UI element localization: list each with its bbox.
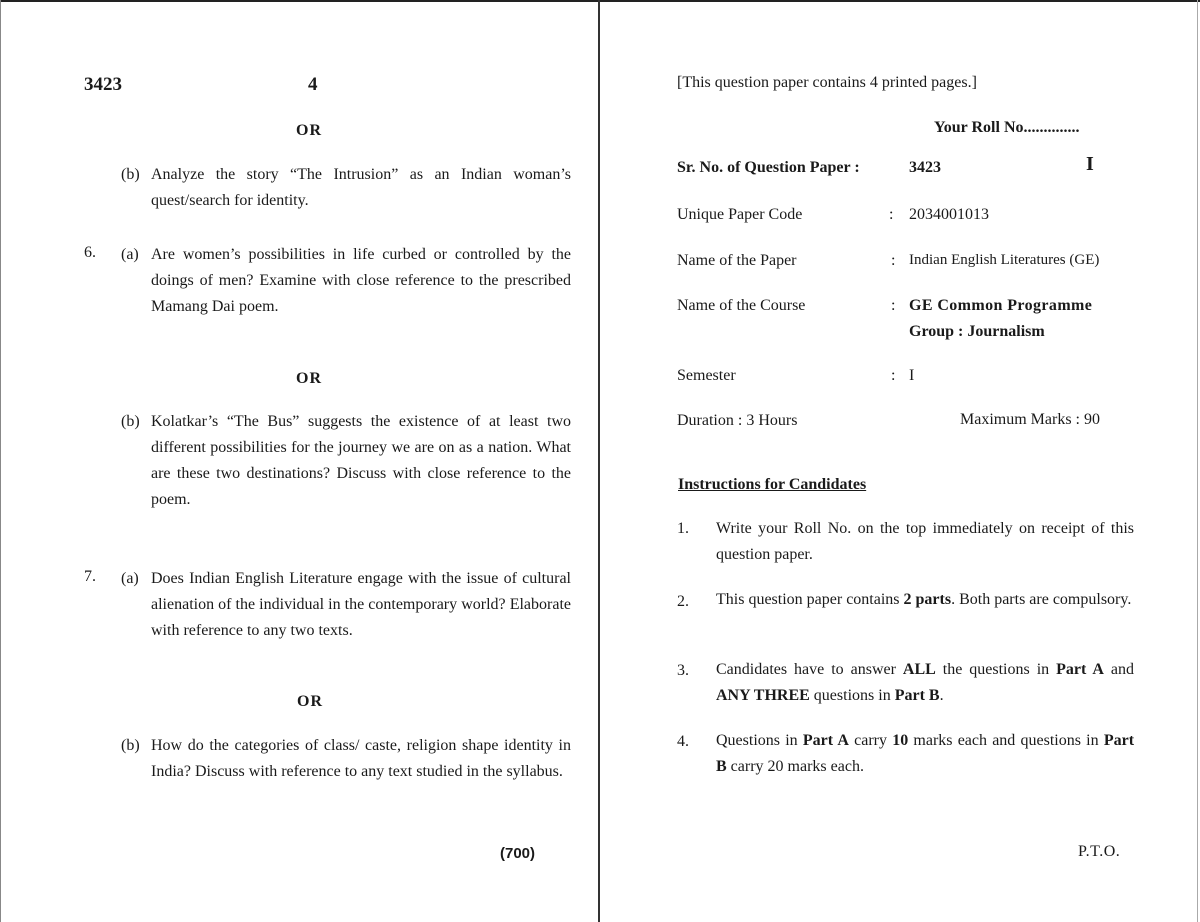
question-label: (b) — [121, 413, 140, 430]
maximum-marks: Maximum Marks : 90 — [960, 411, 1100, 428]
question-label: (b) — [121, 737, 140, 754]
course-name-label: Name of the Course — [677, 297, 806, 314]
unique-paper-code-value: 2034001013 — [909, 206, 989, 223]
instruction-number: 2. — [677, 593, 689, 610]
instruction-emphasis: Part A — [1056, 661, 1104, 678]
instruction-3 — [716, 657, 1134, 709]
instruction-emphasis: Part B — [716, 732, 1135, 775]
question-6a — [121, 242, 571, 320]
semester-label: Semester — [677, 367, 736, 384]
instruction-emphasis: ALL — [902, 661, 936, 678]
instruction-emphasis: 10 — [892, 732, 909, 749]
please-turn-over: P.T.O. — [1078, 843, 1121, 860]
instruction-text: Candidates have to answer — [716, 661, 903, 678]
instruction-text: carry 20 marks each. — [726, 758, 864, 775]
field-colon: : — [891, 367, 896, 384]
question-7b — [121, 733, 571, 785]
question-text: Analyze the story “The Intrusion” as an Indian woman’s quest/search for identity. — [151, 166, 571, 209]
course-group-value: Group : Journalism — [909, 323, 1045, 340]
question-label: (a) — [121, 246, 139, 263]
sr-no-value: 3423 — [909, 159, 941, 176]
instructions-heading: Instructions for Candidates — [678, 476, 867, 493]
or-separator: OR — [296, 122, 322, 139]
question-number-6: 6. — [84, 244, 96, 261]
instruction-text: . Both parts are compulsory. — [951, 591, 1132, 608]
printed-pages-note: [This question paper contains 4 printed pages.] — [677, 74, 977, 91]
copies-count: (700) — [500, 845, 536, 862]
question-number-7: 7. — [84, 568, 96, 585]
instruction-text: the questions in — [935, 661, 1057, 678]
instruction-text: questions in — [809, 687, 895, 704]
semester-value: I — [909, 367, 915, 384]
instruction-text: This question paper contains — [716, 591, 904, 608]
semester-mark: I — [1086, 153, 1094, 175]
paper-code: 3423 — [84, 74, 122, 95]
instruction-text: Questions in — [716, 732, 803, 749]
question-5b — [121, 162, 571, 214]
instruction-emphasis: 2 parts — [903, 591, 952, 608]
question-text: Does Indian English Literature engage with the issue of cultural alienation of the individual in the contemporary world? Elaborate with reference to any two texts. — [151, 570, 571, 639]
question-label: (b) — [121, 166, 140, 183]
duration: Duration : 3 Hours — [677, 412, 798, 429]
field-colon: : — [889, 206, 894, 223]
instruction-text: marks each and questions in — [908, 732, 1104, 749]
or-separator: OR — [297, 693, 323, 710]
left-page — [0, 0, 598, 922]
instruction-number: 4. — [677, 733, 689, 750]
instruction-text: and — [1103, 661, 1134, 678]
paper-name-value: Indian English Literatures (GE) — [909, 252, 1100, 268]
field-colon: : — [891, 252, 896, 269]
question-7a — [121, 566, 571, 644]
field-colon: : — [891, 297, 896, 314]
sr-no-label: Sr. No. of Question Paper : — [677, 159, 860, 176]
question-text: How do the categories of class/ caste, religion shape identity in India? Discuss with reference to any text studied in the syllabus. — [151, 737, 571, 780]
roll-number-field: Your Roll No.............. — [934, 119, 1080, 136]
question-6b — [121, 409, 571, 513]
instruction-text: . — [939, 687, 944, 704]
instruction-1: Write your Roll No. on the top immediately on receipt of this question paper. — [716, 520, 1134, 563]
instruction-emphasis: ANY THREE — [716, 687, 810, 704]
question-label: (a) — [121, 570, 139, 587]
instruction-number: 3. — [677, 662, 689, 679]
question-text: Kolatkar’s “The Bus” suggests the existence of at least two different possibilities for the journey we are on as a nation. What are these two destinations? Discuss with close reference to the poem. — [151, 413, 571, 508]
course-name-value: GE Common Programme — [909, 297, 1093, 314]
instruction-number: 1. — [677, 520, 689, 537]
instruction-text: carry — [848, 732, 893, 749]
instruction-2 — [716, 587, 1134, 613]
unique-paper-code-label: Unique Paper Code — [677, 206, 803, 223]
or-separator: OR — [296, 370, 322, 387]
paper-name-label: Name of the Paper — [677, 252, 797, 269]
page-number: 4 — [308, 74, 318, 95]
right-page — [600, 0, 1200, 922]
instruction-4 — [716, 728, 1134, 780]
instruction-emphasis: Part A — [802, 732, 849, 749]
question-text: Are women’s possibilities in life curbed or controlled by the doings of men? Examine with close reference to the prescribed Mamang Dai poem. — [151, 246, 571, 315]
instruction-emphasis: Part B — [894, 687, 940, 704]
